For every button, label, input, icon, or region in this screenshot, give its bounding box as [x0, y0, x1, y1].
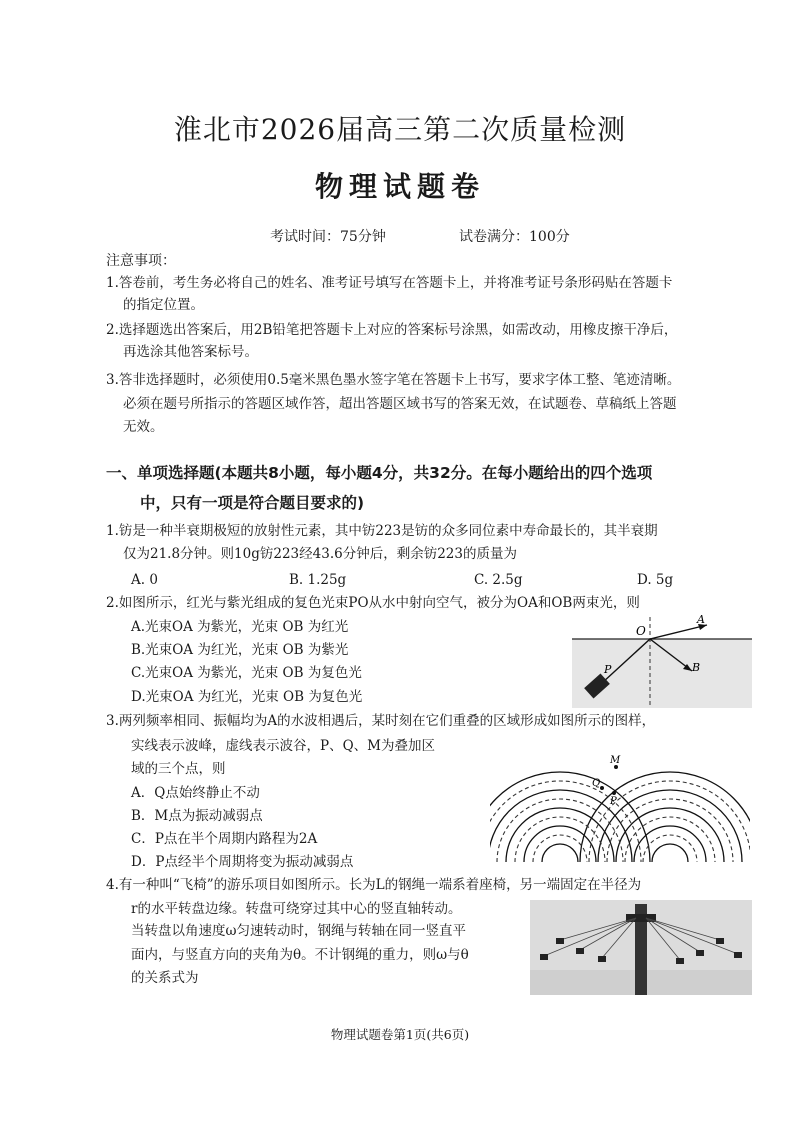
q3-stem: 域的三个点，则: [131, 761, 226, 777]
water-region: [572, 639, 752, 708]
notice-heading: 注意事项：: [106, 253, 176, 269]
notice-line: 3.答非选择题时，必须使用0.5毫米黑色墨水签字笔在答题卡上书写，要求字体工整、笔迹清晰。: [106, 372, 681, 388]
q4-flying-chair-photo: [530, 900, 752, 995]
label-o: O: [636, 624, 646, 638]
q3-option-a: A．Q点始终静止不动: [131, 785, 260, 801]
label-a: A: [697, 613, 705, 626]
q4-stem: 面内，与竖直方向的夹角为θ。不计钢绳的重力，则ω与θ: [131, 947, 469, 963]
notice-line: 1.答卷前，考生务必将自己的姓名、准考证号填写在答题卡上，并将准考证号条形码贴在答题卡: [106, 275, 673, 291]
label-q: Q: [592, 778, 601, 789]
notice-line: 必须在题号所指示的答题区域作答，超出答题区域书写的答案无效，在试题卷、草稿纸上答题: [123, 396, 677, 412]
q4-stem: 4.有一种叫“飞椅”的游乐项目如图所示。长为L的钢绳一端系着座椅，另一端固定在半径为: [106, 877, 642, 893]
q2-option-b: B.光束OA 为红光，光束 OB 为紫光: [131, 642, 349, 658]
q2-option-a: A.光束OA 为紫光，光束 OB 为红光: [131, 619, 349, 635]
notice-line: 再选涂其他答案标号。: [123, 344, 258, 360]
q1-stem: 仅为21.8分钟。则10g钫223经43.6分钟后，剩余钫223的质量为: [123, 546, 517, 562]
q4-stem: 当转盘以角速度ω匀速转动时，钢绳与转轴在同一竖直平: [131, 923, 467, 939]
q3-option-d: D．P点经半个周期将变为振动减弱点: [131, 854, 354, 870]
q3-stem: 实线表示波峰，虚线表示波谷，P、Q、M为叠加区: [131, 738, 435, 754]
section-heading: 一、单项选择题(本题共8小题，每小题4分，共32分。在每小题给出的四个选项: [106, 464, 653, 482]
page-subtitle: 物理试题卷: [314, 170, 485, 203]
q3-option-b: B．M点为振动减弱点: [131, 808, 263, 824]
q2-stem: 2.如图所示，红光与紫光组成的复色光束PO从水中射向空气，被分为OA和OB两束光，则: [106, 595, 640, 611]
q3-option-c: C．P点在半个周期内路程为2A: [131, 831, 318, 847]
q3-interference-figure: [490, 742, 750, 864]
label-m: M: [610, 755, 621, 766]
q1-option-a: A. 0: [131, 572, 158, 588]
q3-stem: 3.两列频率相同、振幅均为A的水波相遇后，某时刻在它们重叠的区域形成如图所示的图样，: [106, 713, 656, 729]
label-p: P: [604, 663, 612, 676]
section-heading-cont: 中，只有一项是符合题目要求的): [140, 494, 365, 512]
q2-option-c: C.光束OA 为紫光，光束 OB 为复色光: [131, 665, 362, 681]
point-p: [612, 791, 616, 795]
point-q: [600, 786, 604, 790]
q1-option-d: D. 5g: [637, 572, 674, 588]
notice-line: 2.选择题选出答案后，用2B铅笔把答题卡上对应的答案标号涂黑，如需改动，用橡皮擦干净后，: [106, 322, 678, 338]
page-footer: 物理试题卷第1页(共6页): [330, 1027, 470, 1042]
q4-stem: r的水平转盘边缘。转盘可绕穿过其中心的竖直轴转动。: [131, 901, 462, 917]
exam-time: 考试时间：75分钟: [270, 229, 386, 245]
label-p: P: [610, 796, 617, 807]
ray-oa: [650, 625, 707, 639]
q2-option-d: D.光束OA 为红光，光束 OB 为复色光: [131, 689, 363, 705]
q4-stem: 的关系式为: [131, 970, 199, 986]
exam-score: 试卷满分：100分: [459, 229, 570, 245]
notice-line: 无效。: [123, 419, 164, 435]
q1-option-c: C. 2.5g: [474, 572, 523, 588]
label-b: B: [692, 661, 701, 674]
q1-option-b: B. 1.25g: [289, 572, 347, 588]
q1-stem: 1.钫是一种半衰期极短的放射性元素，其中钫223是钫的众多同位素中寿命最长的，其半衰期: [106, 523, 658, 539]
q2-refraction-figure: [572, 613, 752, 708]
notice-line: 的指定位置。: [123, 297, 204, 313]
page-title: 淮北市2026届高三第二次质量检测: [173, 113, 627, 146]
